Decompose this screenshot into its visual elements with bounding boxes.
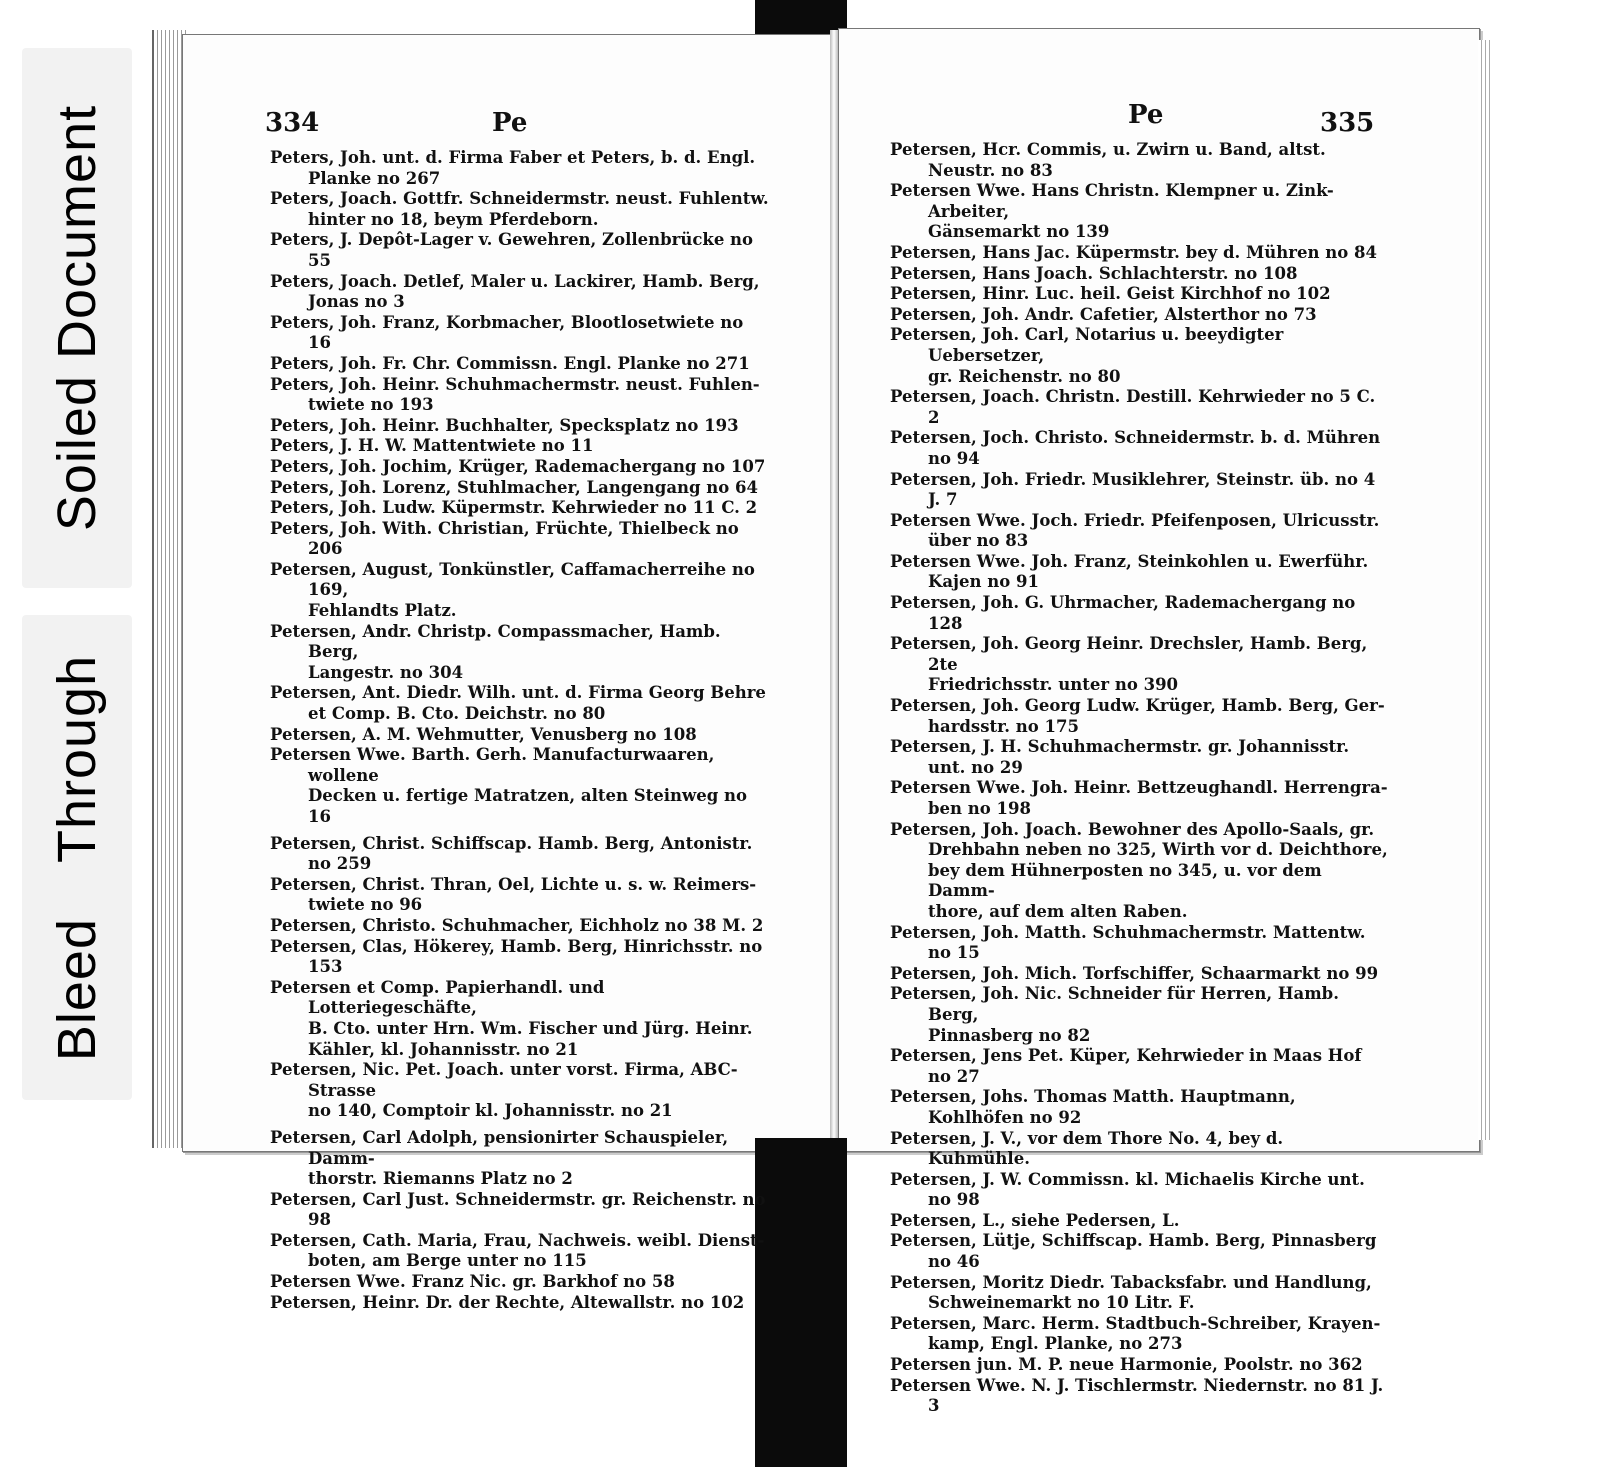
directory-entry: Peters, Joh. Jochim, Krüger, Rademachergang no 107: [270, 456, 766, 476]
directory-entry: Petersen, Hinr. Luc. heil. Geist Kirchhof no 102: [890, 284, 1331, 304]
directory-entry: Petersen, August, Tonkünstler, Caffamacherreihe no 169, Fehlandts Platz.: [270, 559, 755, 621]
directory-entry: Petersen, Joh. Friedr. Musiklehrer, Steinstr. üb. no 4 J. 7: [890, 469, 1376, 510]
directory-entry: Petersen, Christ. Thran, Oel, Lichte u. s. w. Reimers- twiete no 96: [270, 874, 757, 915]
directory-entry: Petersen, Joh. G. Uhrmacher, Rademachergang no 128: [890, 593, 1356, 633]
directory-entry: Petersen, Joh. Georg Heinr. Drechsler, Hamb. Berg, 2te Friedrichsstr. unter no 390: [890, 634, 1368, 695]
book-page-edges-left: [152, 30, 186, 1148]
directory-entry: Petersen, Heinr. Dr. der Rechte, Altewallstr. no 102: [270, 1292, 745, 1312]
directory-entry: Petersen, Joh. Mich. Torfschiffer, Schaarmarkt no 99: [890, 963, 1379, 983]
directory-entry: Peters, J. Depôt-Lager v. Gewehren, Zollenbrücke no 55: [270, 230, 754, 270]
soiled-document-text: Soiled Document: [47, 104, 108, 532]
directory-entry: Petersen Wwe. Joh. Heinr. Bettzeughandl. Herrengra- ben no 198: [890, 778, 1388, 818]
book-page-edges-right: [1478, 40, 1492, 1140]
directory-entry: Petersen, Joh. Nic. Schneider für Herren, Hamb. Berg, Pinnasberg no 82: [890, 984, 1339, 1045]
directory-entry: Petersen, Joch. Christo. Schneidermstr. b. d. Mühren no 94: [890, 428, 1381, 468]
directory-entry: Petersen Wwe. N. J. Tischlermstr. Niedernstr. no 81 J. 3: [890, 1375, 1384, 1416]
directory-entry: Petersen, Hans Jac. Küpermstr. bey d. Mühren no 84: [890, 242, 1377, 262]
directory-entry: Petersen, Moritz Diedr. Tabacksfabr. und Handlung, Schweinemarkt no 10 Litr. F.: [890, 1272, 1372, 1313]
directory-entry: Petersen Wwe. Joh. Franz, Steinkohlen u. Ewerführ. Kajen no 91: [890, 551, 1369, 592]
directory-entry: Petersen, Andr. Christp. Compassmacher, Hamb. Berg, Langestr. no 304: [270, 621, 721, 682]
directory-entry: Petersen, Joach. Christn. Destill. Kehrwieder no 5 C. 2: [890, 387, 1376, 427]
directory-entry: Peters, Joh. Fr. Chr. Commissn. Engl. Planke no 271: [270, 353, 750, 373]
directory-entry: Petersen, Joh. Georg Ludw. Krüger, Hamb. Berg, Ger- hardsstr. no 175: [890, 696, 1385, 736]
directory-entry: Petersen, Joh. Joach. Bewohner des Apollo-Saals, gr. Drehbahn neben no 325, Wirth vor d. Deichthore, bey dem Hühnerposten no 345, u. vor dem Damm- thore, auf dem alten Raben.: [890, 819, 1388, 921]
directory-entry: Petersen Wwe. Hans Christn. Klempner u. Zink-Arbeiter, Gänsemarkt no 139: [890, 181, 1334, 242]
directory-entry: Peters, Joh. With. Christian, Früchte, Thielbeck no 206: [270, 518, 739, 559]
directory-entry: Petersen, Johs. Thomas Matth. Hauptmann, Kohlhöfen no 92: [890, 1087, 1296, 1127]
directory-entry: Peters, Joh. Ludw. Küpermstr. Kehrwieder no 11 C. 2: [270, 498, 758, 518]
directory-entry: Petersen, Cath. Maria, Frau, Nachweis. weibl. Dienst- boten, am Berge unter no 115: [270, 1230, 765, 1271]
directory-entry: Petersen, A. M. Wehmutter, Venusberg no 108: [270, 724, 697, 744]
soiled-document-label: [22, 48, 132, 588]
directory-entry: Petersen, Hcr. Commis, u. Zwirn u. Band, altst. Neustr. no 83: [890, 140, 1326, 180]
directory-entry: Petersen Wwe. Joch. Friedr. Pfeifenposen, Ulricusstr. über no 83: [890, 510, 1380, 551]
left-page-number: 334: [265, 108, 320, 138]
directory-entry: Peters, Joh. Heinr. Schuhmachermstr. neust. Fuhlen- twiete no 193: [270, 374, 760, 415]
directory-entry: Petersen et Comp. Papierhandl. und Lotteriegeschäfte, B. Cto. unter Hrn. Wm. Fischer und Jürg. Heinr. Kähler, kl. Johannisstr. no 21: [270, 977, 753, 1059]
directory-entry: Petersen, Marc. Herm. Stadtbuch-Schreiber, Krayen- kamp, Engl. Planke, no 273: [890, 1313, 1381, 1354]
directory-entry: Peters, J. H. W. Mattentwiete no 11: [270, 436, 594, 456]
directory-entry: Peters, Joh. Heinr. Buchhalter, Specksplatz no 193: [270, 415, 739, 435]
directory-entry: Petersen, Joh. Matth. Schuhmachermstr. Mattentw. no 15: [890, 922, 1366, 963]
bleed-through-text: Bleed Through: [47, 654, 107, 1061]
directory-entry: Petersen, Christo. Schuhmacher, Eichholz no 38 M. 2: [270, 915, 764, 935]
directory-entry: Petersen, Jens Pet. Küper, Kehrwieder in Maas Hof no 27: [890, 1046, 1362, 1086]
directory-entry: Petersen, Joh. Carl, Notarius u. beeydigter Uebersetzer, gr. Reichenstr. no 80: [890, 325, 1284, 386]
directory-entry: Petersen, Nic. Pet. Joach. unter vorst. Firma, ABC-Strasse no 140, Comptoir kl. Johannisstr. no 21: [270, 1060, 738, 1121]
directory-entry: Petersen, J. V., vor dem Thore No. 4, bey d. Kuhmühle.: [890, 1128, 1284, 1169]
directory-entry: Peters, Joach. Detlef, Maler u. Lackirer, Hamb. Berg, Jonas no 3: [270, 271, 760, 312]
directory-entry: Peters, Joh. Lorenz, Stuhlmacher, Langengang no 64: [270, 477, 759, 497]
directory-entry: Petersen, Carl Adolph, pensionirter Schauspieler, Damm- thorstr. Riemanns Platz no 2: [270, 1127, 729, 1189]
directory-entry: Petersen, Clas, Hökerey, Hamb. Berg, Hinrichsstr. no 153: [270, 936, 763, 977]
directory-entry: Petersen jun. M. P. neue Harmonie, Poolstr. no 362: [890, 1355, 1363, 1375]
directory-entry: Peters, Joh. unt. d. Firma Faber et Peters, b. d. Engl. Planke no 267: [270, 148, 756, 188]
left-page-header: Pe: [492, 108, 528, 138]
book-gutter: [830, 30, 838, 1150]
directory-entry: Petersen, Hans Joach. Schlachterstr. no 108: [890, 263, 1298, 283]
directory-entry: Peters, Joach. Gottfr. Schneidermstr. neust. Fuhlentw. hinter no 18, beym Pferdeborn.: [270, 189, 769, 229]
directory-entry: Petersen, L., siehe Pedersen, L.: [890, 1210, 1180, 1230]
directory-entry: Petersen, Christ. Schiffscap. Hamb. Berg, Antonistr. no 259: [270, 833, 753, 874]
right-page-number: 335: [1320, 108, 1375, 138]
directory-entry: Petersen, Joh. Andr. Cafetier, Alsterthor no 73: [890, 304, 1317, 324]
directory-entry: Petersen, J. W. Commissn. kl. Michaelis Kirche unt. no 98: [890, 1169, 1365, 1210]
directory-entry: Petersen, Ant. Diedr. Wilh. unt. d. Firma Georg Behre et Comp. B. Cto. Deichstr. no 80: [270, 683, 766, 724]
directory-entry: Petersen, J. H. Schuhmachermstr. gr. Johannisstr. unt. no 29: [890, 737, 1350, 777]
directory-entry: Petersen Wwe. Barth. Gerh. Manufacturwaaren, wollene Decken u. fertige Matratzen, alten Steinweg no 16: [270, 745, 748, 826]
directory-entry: Petersen, Carl Just. Schneidermstr. gr. Reichenstr. no 98: [270, 1189, 766, 1230]
right-entry-list: [890, 140, 1390, 1417]
left-entry-list: [270, 148, 770, 1313]
directory-entry: Peters, Joh. Franz, Korbmacher, Blootlosetwiete no 16: [270, 312, 744, 353]
directory-entry: Petersen Wwe. Franz Nic. gr. Barkhof no 58: [270, 1272, 675, 1292]
directory-entry: Petersen, Lütje, Schiffscap. Hamb. Berg, Pinnasberg no 46: [890, 1231, 1377, 1272]
bleed-through-label: [22, 615, 132, 1100]
right-page-header: Pe: [1128, 100, 1164, 130]
